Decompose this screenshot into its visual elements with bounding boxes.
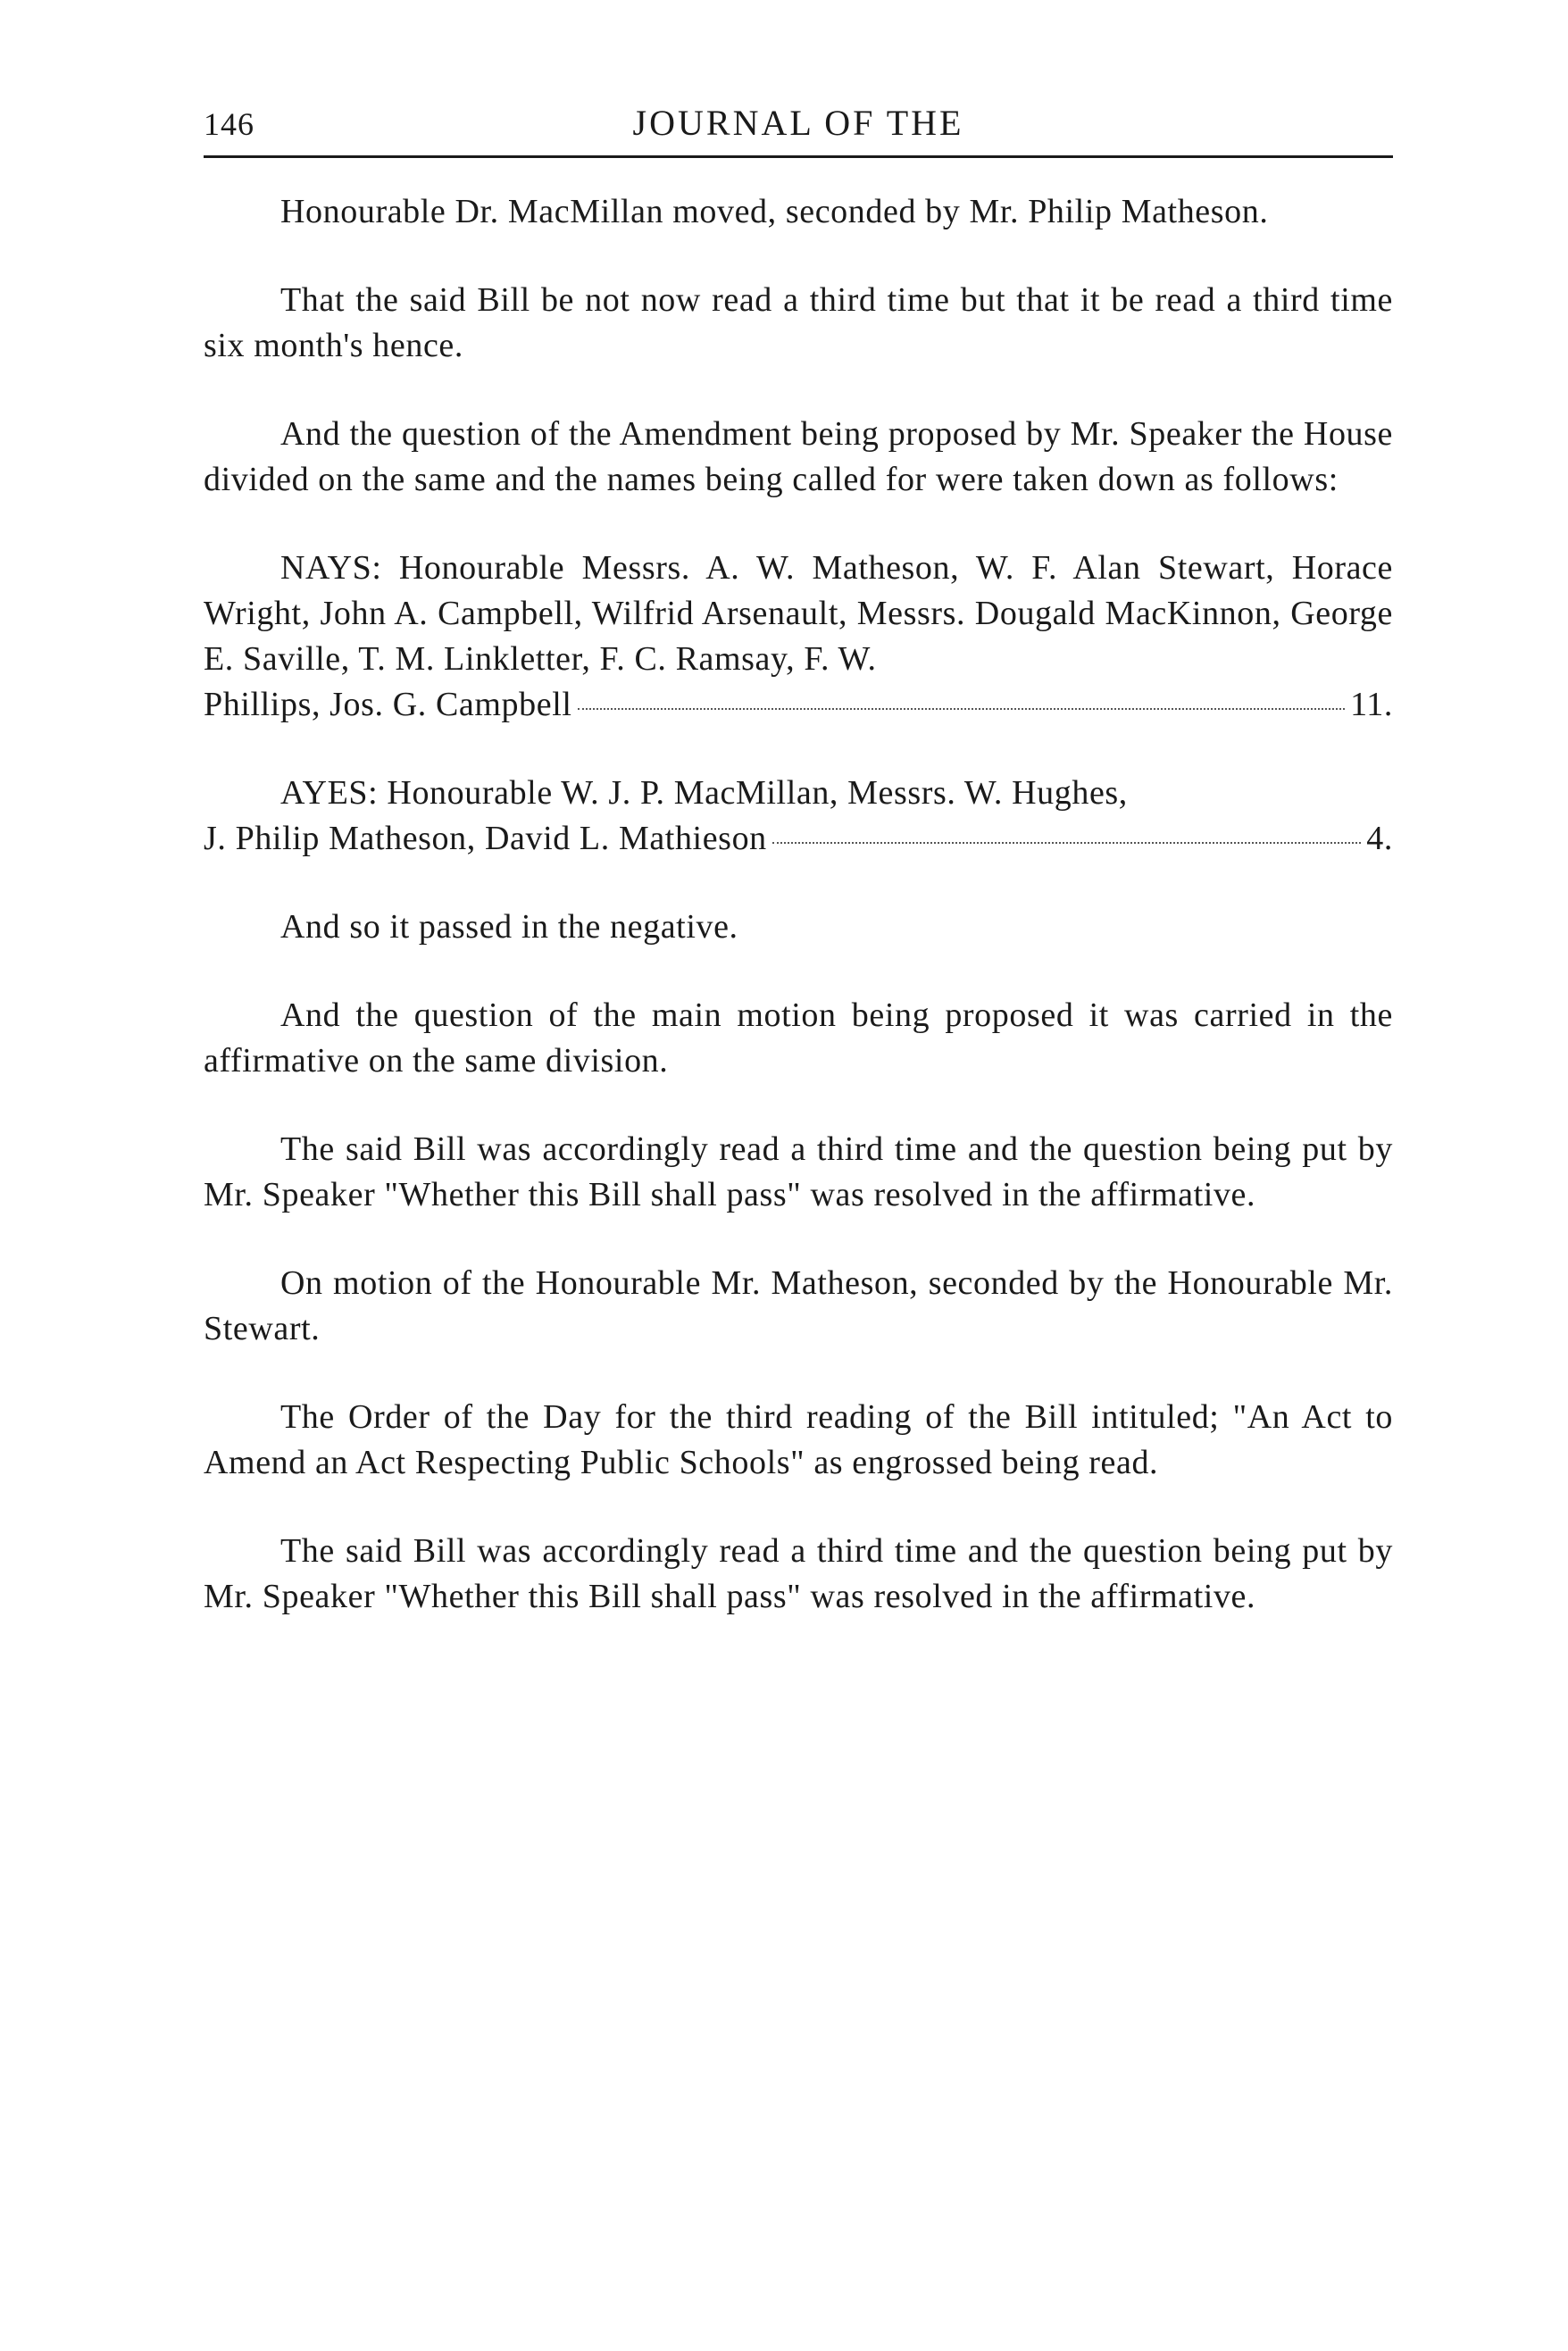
nays-division-list — [204, 546, 1393, 728]
paragraph-main-motion: And the question of the main motion being proposed it was carried in the affirmative on the same division. — [204, 996, 1393, 1080]
nays-last-names: Phillips, Jos. G. Campbell — [204, 686, 572, 723]
page-number: 146 — [204, 106, 254, 142]
ayes-names: AYES: Honourable W. J. P. MacMillan, Messrs. W. Hughes, — [280, 774, 1128, 812]
page-header — [204, 100, 1393, 158]
dot-leader — [772, 842, 1362, 844]
journal-body — [204, 189, 1393, 1663]
paragraph-bill-passed: The said Bill was accordingly read a third time and the question being put by Mr. Speaker "Whether this Bill shall pass" was resolved in the affirmative. — [204, 1130, 1393, 1213]
nays-names: NAYS: Honourable Messrs. A. W. Matheson, W. F. Alan Stewart, Horace Wright, John A. Campbell, Wilfrid Arsenault, Messrs. Dougald MacKinnon, George E. Saville, T. M. Linkletter, F. C. Ramsay, F. W. — [204, 549, 1393, 678]
ayes-division-list — [204, 771, 1393, 862]
paragraph-on-motion: On motion of the Honourable Mr. Matheson, seconded by the Honourable Mr. Stewart. — [204, 1264, 1393, 1347]
dot-leader — [578, 708, 1346, 710]
running-head: JOURNAL OF THE — [632, 103, 964, 143]
ayes-count: 4. — [1366, 820, 1393, 857]
nays-count: 11. — [1350, 686, 1393, 723]
ayes-last-names: J. Philip Matheson, David L. Mathieson — [204, 820, 767, 857]
paragraph-negative: And so it passed in the negative. — [280, 908, 738, 946]
paragraph-amendment: That the said Bill be not now read a third time but that it be read a third time six month's hence. — [204, 281, 1393, 364]
paragraph-motion: Honourable Dr. MacMillan moved, seconded by Mr. Philip Matheson. — [280, 193, 1269, 230]
paragraph-division: And the question of the Amendment being proposed by Mr. Speaker the House divided on the same and the names being called for were taken down as follows: — [204, 415, 1393, 498]
paragraph-bill-passed-second: The said Bill was accordingly read a third time and the question being put by Mr. Speaker "Whether this Bill shall pass" was resolved in the affirmative. — [204, 1532, 1393, 1615]
nays-final-line — [204, 682, 1393, 728]
ayes-final-line — [204, 816, 1393, 862]
paragraph-order-of-day: The Order of the Day for the third reading of the Bill intituled; "An Act to Amend an Act Respecting Public Schools" as engrossed being read. — [204, 1398, 1393, 1481]
